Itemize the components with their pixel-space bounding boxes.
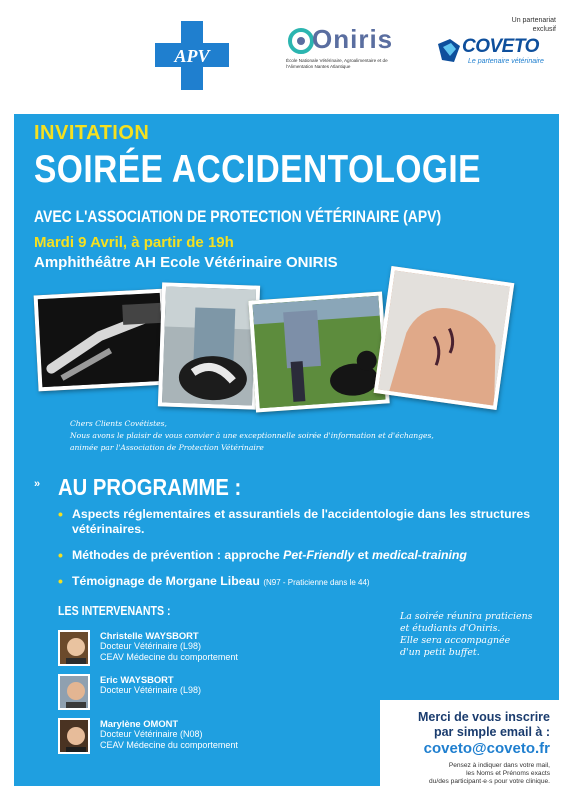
speaker-title: Docteur Vétérinaire (L98) bbox=[100, 685, 202, 695]
coveto-logo bbox=[434, 36, 560, 76]
speaker-name: Christelle WAYSBORT bbox=[100, 630, 199, 641]
avatar bbox=[58, 674, 90, 710]
list-item: • Aspects réglementaires et assurantiels de l'accidentologie dans les structures vétérinaires. bbox=[58, 506, 531, 536]
oniris-word: Oniris bbox=[312, 24, 394, 54]
chevron-down-icon: ﹀ bbox=[34, 102, 47, 116]
speaker-name: Eric WAYSBORT bbox=[100, 674, 174, 685]
oniris-logo bbox=[286, 24, 406, 80]
letter-signature: animée par l'Association de Protection Vétérinaire bbox=[70, 443, 264, 452]
apv-logo-text: APV bbox=[174, 46, 210, 66]
speaker-card bbox=[58, 718, 338, 758]
signup-text: Merci de vous inscrire par simple email à : bbox=[417, 710, 550, 739]
event-venue: Amphithéâtre AH Ecole Vétérinaire ONIRIS bbox=[34, 254, 338, 271]
coveto-tagline: Le partenaire vétérinaire bbox=[468, 58, 544, 65]
list-item: • Témoignage de Morgane Libeau (N97 - Praticienne dans le 44) bbox=[58, 573, 370, 589]
photo-person-dog bbox=[248, 291, 389, 412]
event-date: Mardi 9 Avril, à partir de 19h bbox=[34, 234, 234, 251]
photo-injured-hand bbox=[374, 266, 515, 410]
programme-title: AU PROGRAMME : bbox=[58, 474, 242, 500]
avatar bbox=[58, 630, 90, 666]
oniris-subtitle: École Nationale Vétérinaire, Agroalimentaire et de l'Alimentation Nantes Atlantique bbox=[286, 58, 388, 69]
letter-greeting: Chers Clients Covétistes, bbox=[70, 419, 167, 428]
photo-xray bbox=[34, 289, 169, 392]
chevron-right-icon: » bbox=[34, 478, 41, 490]
signup-note: Pensez à indiquer dans votre mail, les Noms et Prénoms exacts du/des participant·e·s pour votre clinique. bbox=[429, 762, 550, 785]
apv-logo bbox=[152, 18, 232, 93]
bullet-icon: • bbox=[58, 573, 63, 589]
coveto-mark-icon bbox=[434, 36, 464, 66]
coveto-word: COVETO bbox=[462, 36, 539, 57]
bullet-icon: • bbox=[58, 547, 63, 563]
signup-box bbox=[380, 700, 560, 790]
event-note: La soirée réunira praticiens et étudiants d'Oniris. Elle sera accompagnée d'un petit buffet. bbox=[400, 611, 533, 658]
list-item: • Méthodes de prévention : approche Pet-Friendly et medical-training bbox=[58, 547, 467, 563]
speaker-card bbox=[58, 674, 338, 714]
bullet-icon: • bbox=[58, 506, 63, 522]
speaker-title: Docteur Vétérinaire (N08) bbox=[100, 729, 203, 739]
oniris-mark-icon bbox=[288, 26, 314, 56]
speaker-card bbox=[58, 630, 338, 670]
speaker-title: Docteur Vétérinaire (L98) bbox=[100, 641, 202, 651]
letter-body: Nous avons le plaisir de vous convier à une exceptionnelle soirée d'information et d'échanges, bbox=[70, 431, 434, 440]
photo-handler-dog bbox=[158, 282, 260, 409]
speakers-title: LES INTERVENANTS : bbox=[58, 604, 171, 618]
signup-email-link[interactable]: coveto@coveto.fr bbox=[423, 740, 550, 757]
avatar bbox=[58, 718, 90, 754]
partner-note: Un partenariat exclusif bbox=[511, 17, 556, 33]
event-title: SOIRÉE ACCIDENTOLOGIE bbox=[34, 148, 481, 191]
speaker-name: Marylène OMONT bbox=[100, 718, 179, 729]
speaker-specialty: CEAV Médecine du comportement bbox=[100, 652, 238, 662]
speaker-specialty: CEAV Médecine du comportement bbox=[100, 740, 238, 750]
event-subtitle: AVEC L'ASSOCIATION DE PROTECTION VÉTÉRINAIRE (APV) bbox=[34, 207, 442, 226]
intro-letter bbox=[70, 418, 470, 454]
programme-list bbox=[58, 507, 548, 601]
invitation-label: INVITATION bbox=[34, 122, 150, 144]
